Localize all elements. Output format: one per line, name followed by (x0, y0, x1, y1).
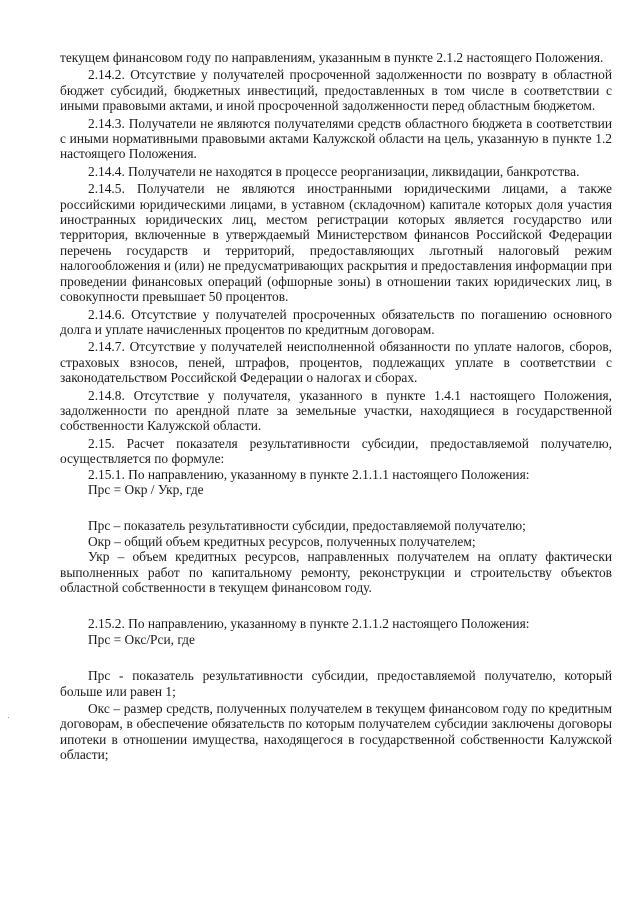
definition-prs-2: Прс - показатель результативности субсидии, предоставляемой получателю, который больше или равен 1; (60, 668, 612, 699)
paragraph-2-15-2: 2.15.2. По направлению, указанному в пункте 2.1.1.2 настоящего Положения: (88, 616, 530, 632)
formula-2: Прс = Окс/Рси, где (88, 631, 195, 647)
paragraph-2-14-6: 2.14.6. Отсутствие у получателей просроченных обязательств по погашению основного долга и уплате начисленных процентов по кредитным договорам. (60, 306, 612, 337)
paragraph-2-14-7: 2.14.7. Отсутствие у получателей неисполненной обязанности по уплате налогов, сборов, страховых взносов, пеней, штрафов, процентов, подлежащих уплате в соответствии с законодательством Российской Федерации о налогах и сборах. (60, 339, 612, 386)
formula-1: Прс = Окр / Укр, где (88, 481, 204, 497)
paragraph-2-14-5: 2.14.5. Получатели не являются иностранными юридическими лицами, а также российскими юридическими лицами, в уставном (складочном) капитале которых доля участия иностранных юридических лиц, местом регистрации которых является государство или территория, включенные в утверждаемый Министерством финансов Российской Федерации перечень государств и территорий, предоставляющих льготный налоговый режим налогообложения и (или) не предусматривающих раскрытия и предоставления информации при проведении финансовых операций (офшорные зоны) в отношении таких юридических лиц, в совокупности превышает 50 процентов. (60, 181, 612, 305)
paragraph-2-14-3: 2.14.3. Получатели не являются получателями средств областного бюджета в соответствии с иными нормативными правовыми актами Калужской области на цель, указанную в пункте 1.2 настоящего Положения. (60, 115, 612, 162)
scan-speck (8, 717, 9, 718)
paragraph-2-14-8: 2.14.8. Отсутствие у получателя, указанного в пункте 1.4.1 настоящего Положения, задолженности по арендной плате за земельные участки, находящиеся в государственной собственности Калужской области. (60, 387, 612, 434)
definition-okr: Окр – общий объем кредитных ресурсов, полученных получателем; (88, 533, 476, 549)
paragraph-2-14-4: 2.14.4. Получатели не находятся в процессе реорганизации, ликвидации, банкротства. (88, 163, 580, 179)
definition-ukr: Укр – объем кредитных ресурсов, направленных получателем на оплату фактически выполненных работ по капитальному ремонту, реконструкции и строительству объектов областной собственности в текущем финансовом году. (60, 549, 612, 595)
paragraph-2-15: 2.15. Расчет показателя результативности субсидии, предоставляемой получателю, осуществляется по формуле: (60, 435, 612, 467)
paragraph-continuation: текущем финансовом году по направлениям, указанным в пункте 2.1.2 настоящего Положения. (60, 50, 604, 65)
definition-oks: Окс – размер средств, полученных получателем в текущем финансовом году по кредитным договорам, в обеспечение обязательств по которым получателем субсидии заключены договоры ипотеки в отношении имущества, находящегося в государственной собственности Калужской области; (60, 701, 612, 763)
definition-prs-1: Прс – показатель результативности субсидии, предоставляемой получателю; (88, 518, 526, 534)
paragraph-2-15-1: 2.15.1. По направлению, указанному в пункте 2.1.1.1 настоящего Положения: (88, 466, 530, 482)
paragraph-2-14-2: 2.14.2. Отсутствие у получателей просроченной задолженности по возврату в областной бюджет субсидий, бюджетных инвестиций, предоставленных в том числе в соответствии с иными правовыми актами, и иной просроченной задолженности перед областным бюджетом. (60, 67, 612, 114)
document-page (60, 50, 612, 763)
